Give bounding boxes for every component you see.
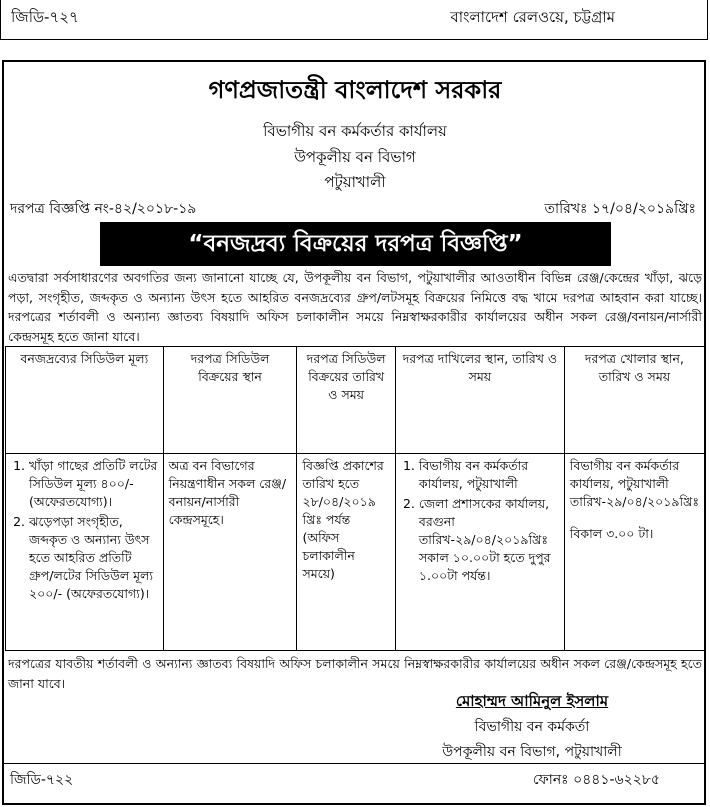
cell-sale-date xyxy=(297,454,395,651)
office-line: বিভাগীয় বন কর্মকর্তার কার্যালয় xyxy=(263,122,447,140)
submit-item: 1. বিভাগীয় বন কর্মকর্তার কার্যালয়, পটুয়াখালী xyxy=(419,457,559,493)
signatory-title: বিভাগীয় বন কর্মকর্তা xyxy=(474,719,590,735)
footer-divider xyxy=(2,763,706,764)
signatory-office: উপকূলীয় বন বিভাগ, পটুয়াখালী xyxy=(442,744,622,760)
intro-paragraph: এতদ্বারা সর্বসাধারণের অবগতির জন্য জানানো যাচ্ছে যে, উপকূলীয় বন বিভাগ, পটুয়াখালীর আওতাধীন বিভিন্ন রেঞ্জ/কেন্দ্রের খাঁড়া, ঝড়ে পড়া, সংগৃহীত, জব্দকৃত ও অন্যান্য উৎস হতে আহরিত বনজদ্রব্যের গ্রুপ/লটসমূহ বিক্রয়ের নিমিত্তে বদ্ধ খামে দরপত্র আহবান করা যাচ্ছে। দরপত্রের শর্তাবলী ও অন্যান্য জ্ঞাতব্য বিষয়াদি অফিস চলাকালীন সময়ে নিম্নস্বাক্ষরকারীর কার্যালয়ের অধীন সকল রেঞ্জ/বনায়ন/নার্সারী কেন্দ্রসমূহ হতে জানা যাবে। xyxy=(8,270,702,344)
top-strip xyxy=(0,0,708,40)
submit-item: 2. জেলা প্রশাসকের কার্যালয়, বরগুনা তারিখ-২৯/০৪/২০১৯খ্রিঃ সকাল ১০.০০টা হতে দুপুর ১.০০টা পর্যন্ত। xyxy=(419,495,559,585)
footer-note: দরপত্রের যাবতীয় শর্তাবলী ও অন্যান্য জ্ঞাতব্য বিষয়াদি অফিস চলাকালীন সময়ে নিম্নস্বাক্ষরকারীর কার্যালয়ের অধীন সকল রেঞ্জ/কেন্দ্রসমূহ হতে জানা যাবে। xyxy=(8,656,702,691)
government-heading: গণপ্রজাতন্ত্রী বাংলাদেশ সরকার xyxy=(208,76,502,104)
header-sale-date: দরপত্র সিডিউল বিক্রয়ের তারিখ ও সময় xyxy=(297,347,395,454)
open-time-text: বিকাল ৩.০০ টা। xyxy=(569,526,654,541)
cell-submit xyxy=(395,454,564,651)
notice-reference: দরপত্র বিজ্ঞপ্তি নং-৪২/২০১৮-১৯ xyxy=(10,201,197,217)
cell-price xyxy=(6,454,164,651)
table-row xyxy=(6,454,705,651)
header-open: দরপত্র খোলার স্থান, তারিখ ও সময় xyxy=(564,347,704,454)
phone-number: ফোনঃ ০৪৪১-৬২২৮৫ xyxy=(532,772,660,788)
sale-date-text: বিজ্ঞপ্তি প্রকাশের তারিখ হতে ২৮/০৪/২০১৯ খ্রিঃ পর্যন্ত (অফিস চলাকালীন সময়ে) xyxy=(302,458,384,581)
footer-gd-code: জিডি-৭২২ xyxy=(10,772,74,788)
header-submit: দরপত্র দাখিলের স্থান, তারিখ ও সময় xyxy=(395,347,564,454)
cell-open xyxy=(564,454,704,651)
place-line: পটুয়াখালী xyxy=(324,173,386,191)
cell-sale-place xyxy=(163,454,297,651)
price-item: 2. ঝড়েপড়া সংগৃহীত, জব্দকৃত ও অন্যান্য উৎস হতে আহরিত প্রতিটি গ্রুপ/লটের সিডিউল মূল্য ২০০/- (অফেরতযোগ্য)। xyxy=(29,513,158,603)
tender-table xyxy=(5,346,705,651)
top-org: বাংলাদেশ রেলওয়ে, চট্টগ্রাম xyxy=(450,8,615,26)
header-price: বনজদ্রব্যের সিডিউল মূল্য xyxy=(6,347,164,454)
notice-title-banner: “বনজদ্রব্য বিক্রয়ের দরপত্র বিজ্ঞপ্তি” xyxy=(100,222,611,266)
sale-place-text: অত্র বন বিভাগের নিয়ন্ত্রণাধীন সকল রেঞ্জ/বনায়ন/নার্সারী কেন্দ্রসমূহে। xyxy=(168,458,287,527)
signatory-name: মোহাম্মদ আমিনুল ইসলাম xyxy=(455,692,609,710)
price-item: 1. খাঁড়া গাছের প্রতিটি লটের সিডিউল মূল্য ৪০০/- (অফেরতযোগ্য)। xyxy=(29,457,158,511)
division-line: উপকূলীয় বন বিভাগ xyxy=(294,148,416,166)
top-gd-code: জিডি-৭২৭ xyxy=(11,8,79,26)
notice-date: তারিখঃ ১৭/০৪/২০১৯খ্রিঃ xyxy=(544,201,696,217)
header-sale-place: দরপত্র সিডিউল বিক্রয়ের স্থান xyxy=(163,347,297,454)
table-header-row xyxy=(6,347,705,454)
open-place-text: বিভাগীয় বন কর্মকর্তার কার্যালয়, পটুয়াখালী তারিখ-২৯/০৪/২০১৯খ্রিঃ xyxy=(569,458,699,509)
